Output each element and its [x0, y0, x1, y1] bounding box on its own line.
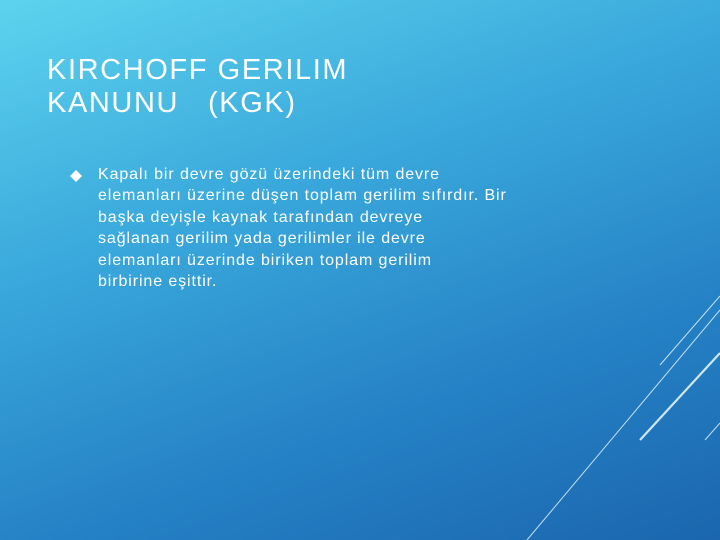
- bullet-text: [98, 164, 590, 292]
- bullet-line-4: sağlanan gerilim yada gerilimler ile devre: [98, 230, 426, 248]
- bullet-list: [70, 164, 590, 292]
- decorative-line-short: [705, 423, 720, 440]
- slide-title: [47, 54, 607, 120]
- bullet-line-6: birbirine eşittir.: [98, 273, 218, 291]
- bullet-line-1: Kapalı bir devre gözü üzerindeki tüm devre: [98, 166, 440, 183]
- bullet-item: [70, 164, 590, 292]
- bullet-line-5: elemanları üzerinde biriken toplam gerilim: [98, 251, 432, 269]
- decorative-line-upper: [660, 296, 720, 365]
- bullet-line-2: elemanları üzerine düşen toplam gerilim sıfırdır. Bir: [98, 187, 507, 205]
- decorative-line-thick: [640, 353, 720, 440]
- diamond-bullet-icon: [70, 164, 98, 182]
- slide-title-line-2: KANUNU (KGK): [47, 87, 297, 119]
- slide-title-line-1: KIRCHOFF GERILIM: [47, 54, 349, 86]
- decorative-line-long: [527, 310, 720, 540]
- bullet-line-3: başka deyişle kaynak tarafından devreye: [98, 208, 424, 226]
